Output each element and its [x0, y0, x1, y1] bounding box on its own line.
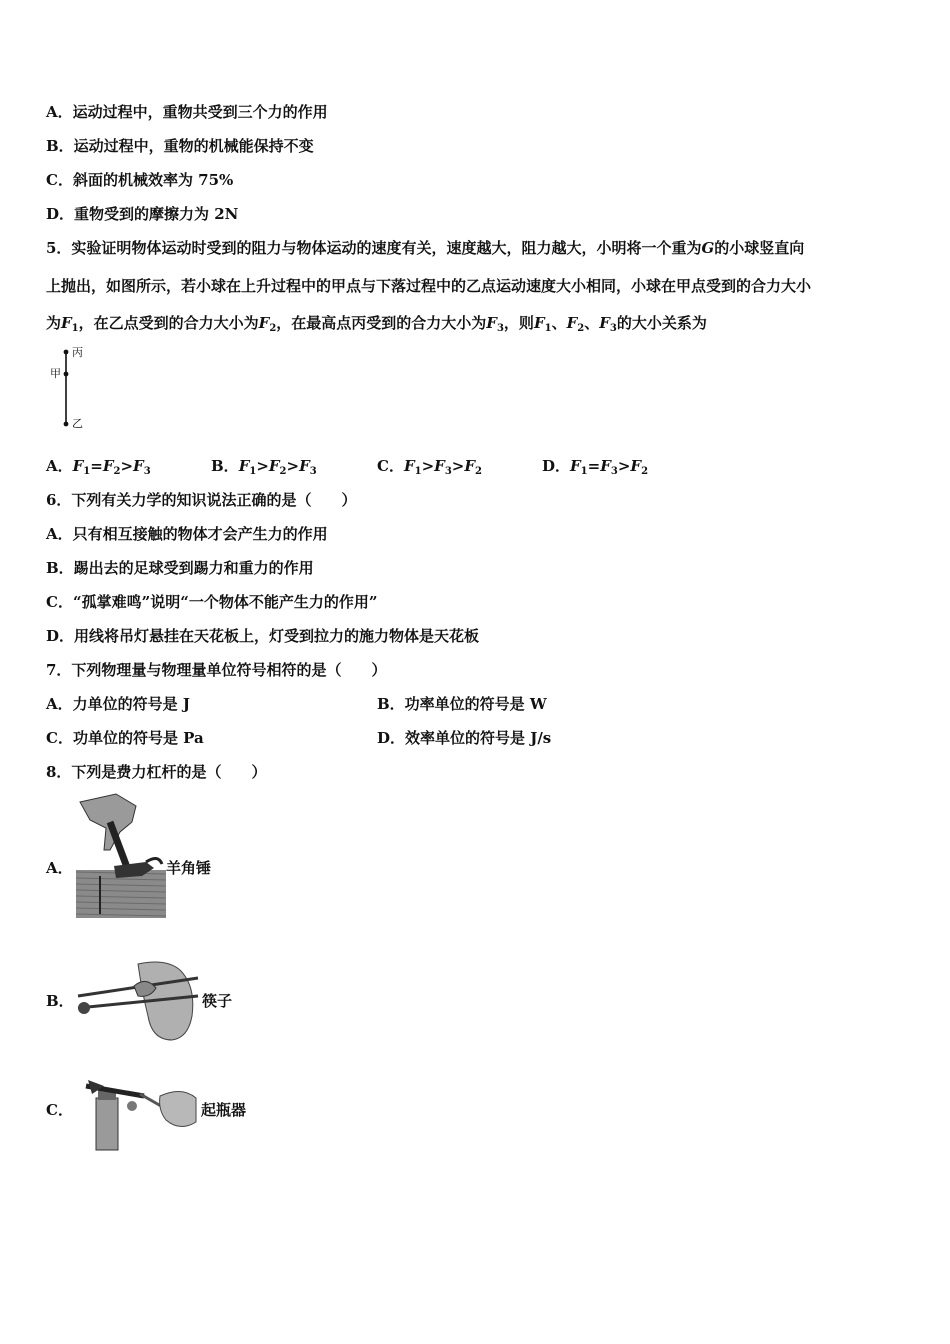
q5-option-d: D．$F_1=F_3>F_2$: [542, 457, 649, 477]
q6-option-d: D．用线将吊灯悬挂在天花板上，灯受到拉力的施力物体是天花板: [46, 627, 480, 645]
q8-option-a-label: A．: [46, 859, 73, 877]
q7-option-b: B．功率单位的符号是 W: [377, 695, 547, 713]
label-yi: 乙: [72, 417, 83, 430]
q6-option-a: A．只有相互接触的物体才会产生力的作用: [46, 525, 328, 543]
chopsticks-icon: [76, 956, 200, 1042]
q5-option-b: B．$F_1>F_2>F_3$: [211, 457, 317, 477]
q7-option-d: D．效率单位的符号是 J/s: [377, 729, 552, 747]
bottle-opener-icon: [82, 1076, 198, 1150]
q6-option-b: B．踢出去的足球受到踢力和重力的作用: [46, 559, 314, 577]
q7-stem: 7．下列物理量与物理量单位符号相符的是（ ）: [46, 661, 387, 679]
q8-option-a-caption: 羊角锤: [166, 859, 212, 877]
q5-trajectory-figure: [40, 344, 100, 434]
q8-option-c-caption: 起瓶器: [201, 1101, 247, 1119]
q4-option-d: D．重物受到的摩擦力为 2N: [46, 205, 239, 223]
q6-option-c: C．“孤掌难鸣”说明“一个物体不能产生力的作用”: [46, 593, 378, 611]
q8-option-b-caption: 筷子: [202, 992, 233, 1010]
point-yi: [64, 422, 69, 427]
q5-option-c: C．$F_1>F_3>F_2$: [377, 457, 482, 477]
q4-option-c: C．斜面的机械效率为 75%: [46, 171, 234, 189]
q7-option-c: C．功单位的符号是 Pa: [46, 729, 204, 747]
q8-option-c-label: C．: [46, 1101, 73, 1119]
q4-option-a: A．运动过程中，重物共受到三个力的作用: [46, 103, 328, 121]
q6-stem: 6．下列有关力学的知识说法正确的是（ ）: [46, 491, 357, 509]
q8-option-b-label: B．: [46, 992, 74, 1010]
point-jia: [64, 372, 69, 377]
point-bing: [64, 350, 69, 355]
claw-hammer-icon: [76, 792, 168, 920]
q7-option-a: A．力单位的符号是 J: [46, 695, 190, 713]
q4-option-b: B．运动过程中，重物的机械能保持不变: [46, 137, 314, 155]
q5-stem-line1: 5．实验证明物体运动时受到的阻力与物体运动的速度有关，速度越大，阻力越大，小明将一个重为G的小球竖直向: [46, 239, 805, 257]
label-jia: 甲: [50, 367, 61, 380]
label-bing: 丙: [72, 346, 83, 359]
q8-stem: 8．下列是费力杠杆的是（ ）: [46, 763, 267, 781]
q5-stem-line2: 上抛出，如图所示，若小球在上升过程中的甲点与下落过程中的乙点运动速度大小相同，小球在甲点受到的合力大小: [46, 277, 812, 295]
q5-g-symbol: G: [701, 239, 715, 257]
q5-option-a: A．$F_1=F_2>F_3$: [46, 457, 151, 477]
q5-stem-line3: 为$F_1$，在乙点受到的合力大小为$F_2$，在最高点丙受到的合力大小为$F_3$，则$F_1$、$F_2$、$F_3$的大小关系为: [46, 314, 707, 334]
